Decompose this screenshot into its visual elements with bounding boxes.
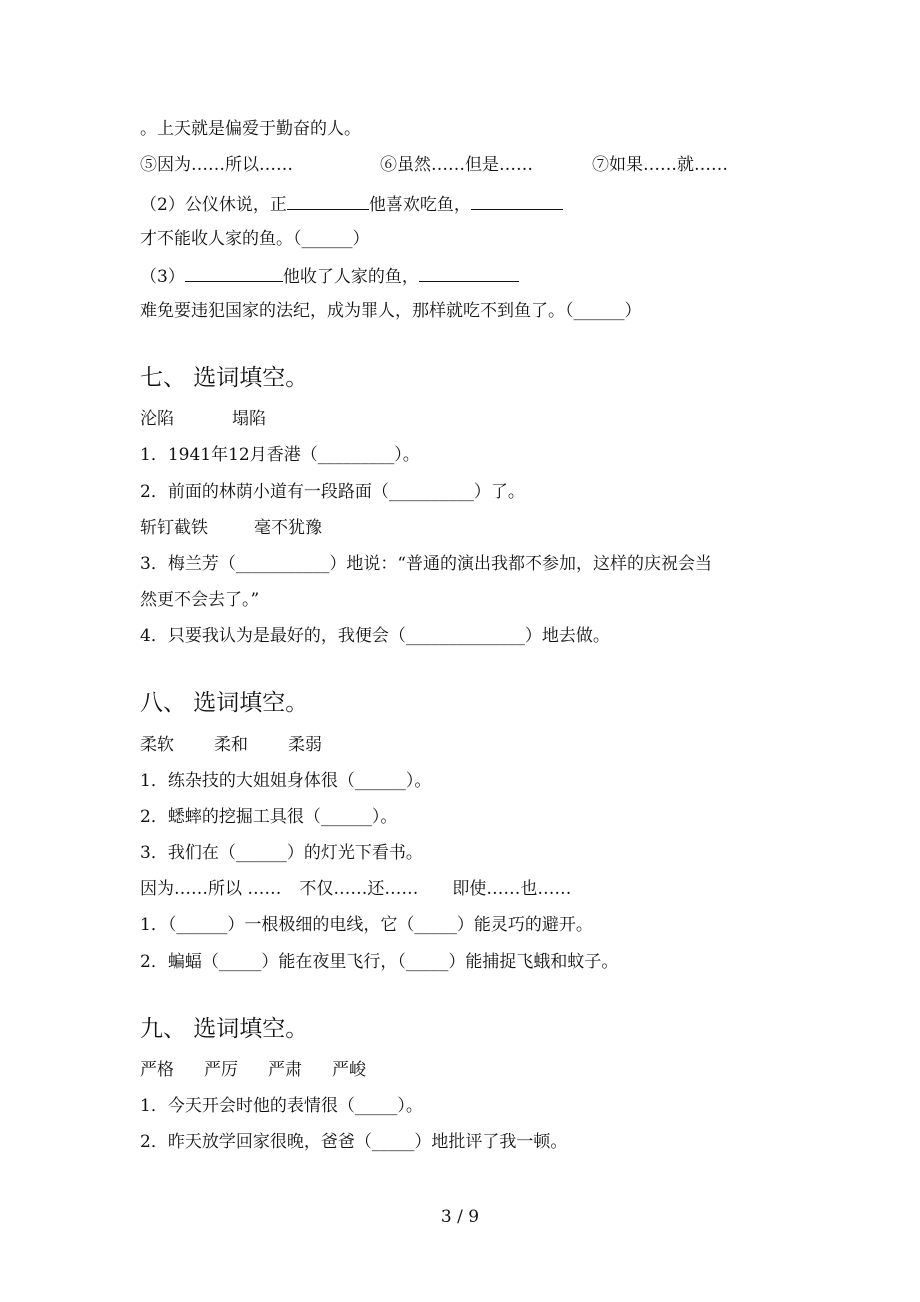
word-option: 严格 [140, 1060, 174, 1080]
question-text: 他收了人家的鱼， [282, 267, 419, 287]
question-text: 他喜欢吃鱼， [368, 195, 471, 215]
word-option: 毫不犹豫 [254, 518, 322, 538]
conjunction-options [140, 154, 728, 176]
question-line: 1．（______）一根极细的电线，它（_____）能灵巧的避开。 [140, 915, 593, 935]
question-line: 2．昨天放学回家很晚，爸爸（_____）地批评了我一顿。 [140, 1132, 568, 1152]
word-option: 沦陷 [140, 409, 174, 429]
word-option: 柔软 [140, 735, 174, 755]
word-option: 严厉 [204, 1060, 238, 1080]
option-6: ⑥虽然……但是…… [380, 155, 533, 175]
word-option: 塌陷 [232, 409, 266, 429]
word-option: 严肃 [268, 1060, 302, 1080]
question-line: 4．只要我认为是最好的，我便会（______________）地去做。 [140, 626, 610, 646]
section-7-title: 七、 选词填空。 [140, 365, 309, 391]
conjunction-option: 因为……所以 …… [140, 879, 282, 899]
answer-blank[interactable] [287, 192, 369, 210]
option-5: ⑤因为……所以…… [140, 155, 293, 175]
word-choices [140, 517, 322, 539]
question-3-line [140, 264, 519, 288]
page-number: 3 / 9 [440, 1207, 480, 1227]
word-option: 柔弱 [288, 735, 322, 755]
section-9-title: 九、 选词填空。 [140, 1016, 309, 1042]
question-text: （3） [140, 267, 185, 287]
question-line: 3．我们在（______）的灯光下看书。 [140, 843, 423, 863]
word-option: 柔和 [214, 735, 248, 755]
question-line: 1．今天开会时他的表情很（_____）。 [140, 1096, 423, 1116]
question-line: 2．蟋蟀的挖掘工具很（______）。 [140, 807, 398, 827]
question-line: 2．前面的林荫小道有一段路面（__________）了。 [140, 482, 525, 502]
conjunction-choices [140, 878, 571, 900]
section-8-title: 八、 选词填空。 [140, 690, 309, 716]
question-line: 然更不会去了。” [140, 590, 260, 610]
text-line: 才不能收人家的鱼。（______） [140, 229, 370, 249]
question-line: 3．梅兰芳（___________）地说：“普通的演出我都不参加，这样的庆祝会当 [140, 554, 713, 574]
word-choices [140, 1059, 366, 1081]
option-7: ⑦如果……就…… [592, 155, 728, 175]
word-choices [140, 734, 322, 756]
word-option: 斩钉截铁 [140, 518, 208, 538]
question-text: （2）公仪休说，正 [140, 195, 287, 215]
question-line: 1．练杂技的大姐姐身体很（______）。 [140, 771, 432, 791]
question-line: 1．1941年12月香港（_________）。 [140, 445, 420, 465]
text-line: 。上天就是偏爱于勤奋的人。 [140, 119, 361, 139]
word-choices [140, 408, 266, 430]
word-option: 严峻 [332, 1060, 366, 1080]
text-line: 难免要违犯国家的法纪，成为罪人，那样就吃不到鱼了。（______） [140, 301, 642, 321]
answer-blank[interactable] [185, 264, 283, 282]
question-line: 2．蝙蝠（_____）能在夜里飞行，（_____）能捕捉飞蛾和蚊子。 [140, 952, 619, 972]
conjunction-option: 不仅……还…… [299, 879, 419, 899]
answer-blank[interactable] [419, 264, 519, 282]
answer-blank[interactable] [471, 192, 563, 210]
question-2-line [140, 192, 563, 216]
conjunction-option: 即使……也…… [452, 879, 572, 899]
